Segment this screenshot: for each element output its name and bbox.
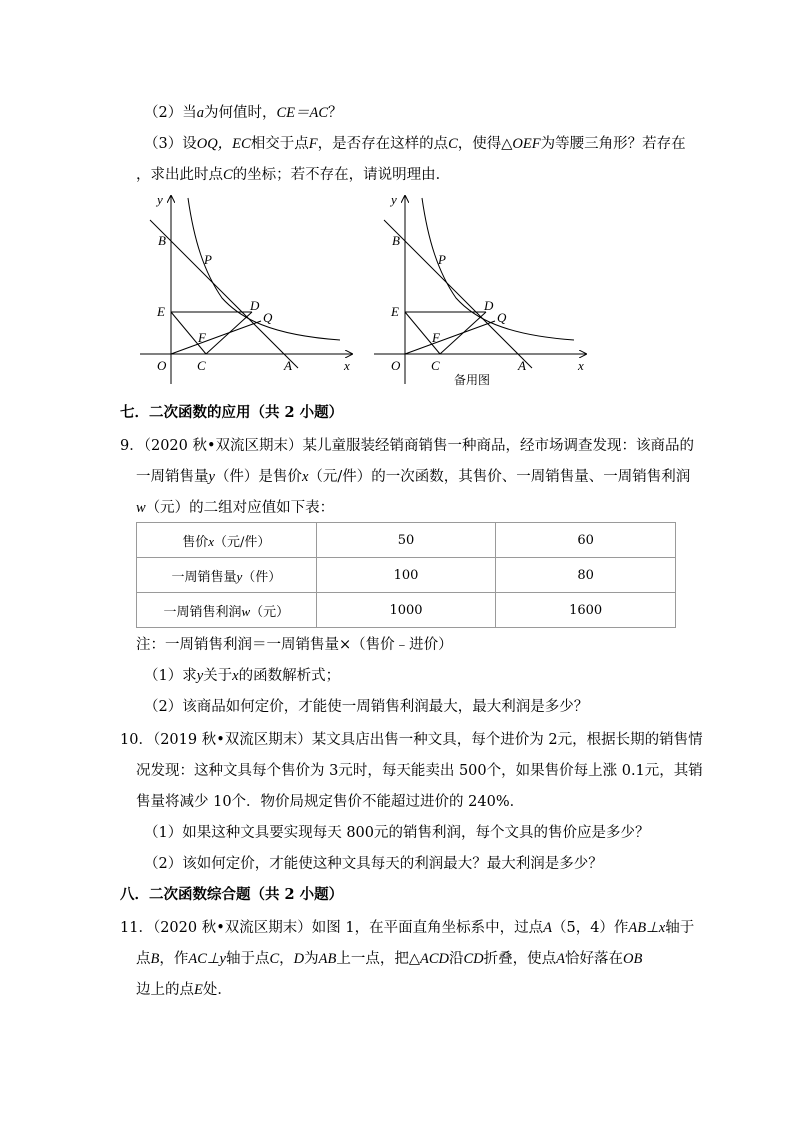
text: 处．: [202, 982, 232, 998]
label-e: E: [157, 304, 165, 319]
text: （2020 秋•双流区期末）如图 1，在平面直角坐标系中，过点: [152, 920, 544, 936]
table-cell: 100: [316, 558, 496, 593]
text: 恰好落在: [565, 951, 624, 967]
segment-oq: [171, 321, 261, 354]
table-cell: 1000: [316, 593, 496, 628]
problem8-part3-line1: [144, 135, 686, 153]
label-p: P: [438, 252, 446, 267]
var: C: [269, 951, 280, 967]
var: x: [232, 668, 239, 684]
label-f: F: [432, 330, 440, 345]
var: CD: [463, 951, 484, 967]
text: （元/件）的一次函数，其售价、一周销售量、一周销售利润: [308, 469, 691, 485]
problem11-line1: [120, 919, 694, 937]
text: （元）的二组对应值如下表：: [145, 500, 335, 516]
problem-number: 9．: [120, 438, 144, 454]
label-c: C: [431, 358, 440, 373]
label-e: E: [391, 304, 399, 319]
figure-left: [130, 190, 360, 390]
label-o: O: [157, 358, 167, 373]
text: 轴于点: [225, 951, 270, 967]
label-x: x: [578, 358, 584, 373]
text: （5，4）作: [551, 920, 629, 936]
label-a: A: [518, 358, 526, 373]
text: 相交于点: [250, 136, 309, 152]
var: AB: [318, 951, 337, 967]
label-x: x: [344, 358, 350, 373]
text: 为何值时，: [203, 105, 277, 121]
var: E: [194, 982, 203, 998]
line-ab: [150, 220, 298, 368]
text: ，: [279, 951, 294, 967]
problem10-line2: 况发现：这种文具每个售价为 3元时，每天能卖出 500个，如果售价每上涨 0.1元，其销: [136, 763, 703, 779]
label-q: Q: [263, 310, 273, 325]
problem9-line1: [120, 437, 694, 455]
text: 沿: [449, 951, 464, 967]
line-ab: [384, 220, 532, 368]
problem9-line3: [136, 499, 334, 517]
text: 为等腰三角形？若存在: [540, 136, 686, 152]
problem9-q1: [144, 667, 340, 685]
text: ，作: [159, 951, 189, 967]
text: ，使得△: [457, 136, 513, 152]
text: 边上的点: [136, 982, 194, 998]
text: 为: [304, 951, 319, 967]
var: A: [556, 951, 566, 967]
figure-caption: 备用图: [454, 373, 491, 387]
label-y: y: [391, 192, 397, 207]
label-a: A: [284, 358, 292, 373]
var: y: [208, 469, 215, 485]
text: （3）设: [144, 136, 197, 152]
var: A: [543, 920, 552, 936]
table-row: [137, 558, 676, 593]
expr: CE＝AC: [276, 105, 329, 121]
label-p: P: [204, 252, 212, 267]
label-d: D: [250, 298, 260, 313]
problem11-line2: [136, 950, 642, 968]
var: x: [301, 469, 309, 485]
text: （件）是售价: [214, 469, 302, 485]
var: D: [293, 951, 305, 967]
problem8-part3-line2: [136, 166, 450, 184]
var: B: [150, 951, 160, 967]
table-row: [137, 593, 676, 628]
problem8-part2: [144, 104, 343, 122]
text: （2019 秋•双流区期末）某文具店出售一种文具，每个进价为 2元，根据长期的销售情: [152, 732, 703, 748]
text: （2020 秋•双流区期末）某儿童服装经销商销售一种商品，经市场调查发现：该商品的: [143, 438, 695, 454]
table-cell: 一周销售利润w（元）: [137, 593, 317, 628]
text: （1）求: [144, 668, 197, 684]
text: ，是否存在这样的点: [317, 136, 449, 152]
label-q: Q: [497, 310, 507, 325]
label-b: B: [158, 233, 166, 248]
problem9-line2: [136, 468, 690, 486]
section-7-title: 七．二次函数的应用（共 2 小题）: [120, 404, 344, 421]
problem10-q1: （1）如果这种文具要实现每天 800元的销售利润，每个文具的售价应是多少？: [144, 825, 650, 841]
text: 上一点，把△: [336, 951, 420, 967]
text: 一周销售量: [136, 469, 209, 485]
text: 点: [136, 951, 151, 967]
label-o: O: [391, 358, 401, 373]
text: 的函数解析式；: [238, 668, 341, 684]
var: w: [136, 500, 146, 516]
figure-right: [364, 190, 594, 390]
problem10-q2: （2）该如何定价，才能使这种文具每天的利润最大？最大利润是多少？: [144, 856, 603, 872]
problem9-q2: （2）该商品如何定价，才能使一周销售利润最大，最大利润是多少？: [144, 699, 589, 715]
text: 轴于: [665, 920, 695, 936]
problem11-line3: [136, 981, 232, 999]
text: ，求出此时点: [136, 167, 223, 183]
table-cell: 一周销售量y（件）: [137, 558, 317, 593]
var: OB: [623, 951, 643, 967]
problem-number: 10．: [120, 732, 153, 748]
var: y: [196, 668, 204, 684]
label-y: y: [157, 192, 163, 207]
text: 的坐标；若不存在，请说明理由．: [232, 167, 451, 183]
text: （2）当: [144, 105, 197, 121]
problem-number: 11．: [120, 920, 153, 936]
var: C: [223, 167, 233, 183]
var: C: [448, 136, 458, 152]
expr: AB⊥x: [628, 920, 666, 936]
segment-oq: [405, 321, 495, 354]
label-c: C: [197, 358, 206, 373]
label-d: D: [484, 298, 494, 313]
problem10-line1: [120, 731, 703, 749]
table-cell: 售价x（元/件）: [137, 523, 317, 558]
expr: OQ，EC: [196, 136, 251, 152]
problem9-note: 注：一周销售利润＝一周销售量×（售价﹣进价）: [136, 637, 453, 653]
text: 折叠，使点: [483, 951, 557, 967]
problem10-line3: 售量将减少 10个．物价局规定售价不能超过进价的 240%．: [136, 794, 525, 810]
table-cell: 60: [496, 523, 676, 558]
expr: AC⊥y: [188, 951, 226, 967]
table-cell: 1600: [496, 593, 676, 628]
table-row: [137, 523, 676, 558]
expr: OEF: [512, 136, 541, 152]
price-table: [136, 522, 676, 628]
section-8-title: 八．二次函数综合题（共 2 小题）: [120, 886, 344, 903]
table-cell: 80: [496, 558, 676, 593]
var: ACD: [420, 951, 449, 967]
table-cell: 50: [316, 523, 496, 558]
var: F: [308, 136, 318, 152]
label-f: F: [198, 330, 206, 345]
label-b: B: [392, 233, 400, 248]
text: 关于: [203, 668, 233, 684]
var: a: [196, 105, 204, 121]
text: ？: [328, 105, 343, 121]
